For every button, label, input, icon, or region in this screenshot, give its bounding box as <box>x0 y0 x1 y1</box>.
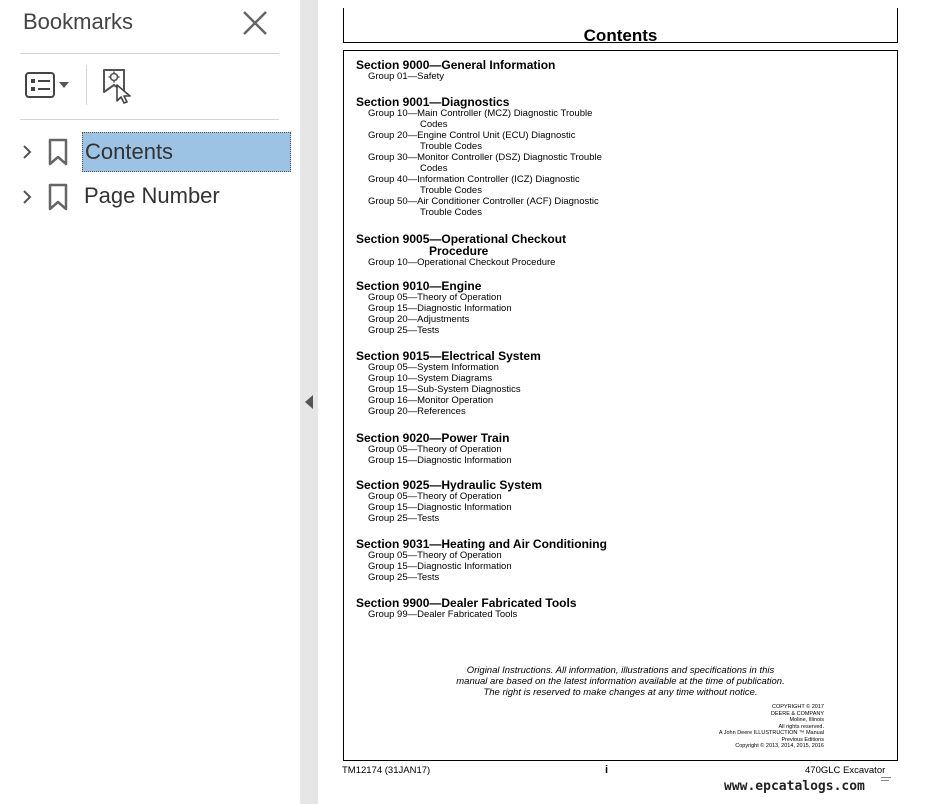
group-entry[interactable]: Group 40—Information Controller (ICZ) Diagnostic <box>368 174 580 185</box>
toolbar-separator <box>86 65 87 105</box>
group-entry[interactable]: Group 15—Diagnostic Information <box>368 502 512 513</box>
divider <box>20 53 279 54</box>
group-entry[interactable]: Group 25—Tests <box>368 325 440 336</box>
bookmark-label: Page Number <box>84 183 220 208</box>
page-title-box <box>343 8 898 43</box>
group-entry[interactable]: Group 05—Theory of Operation <box>368 292 502 303</box>
notice-line: The right is reserved to make changes at any time without notice. <box>483 687 758 698</box>
group-entry[interactable]: Group 10—System Diagrams <box>368 373 493 384</box>
footer-page-number: i <box>605 764 609 776</box>
group-entry[interactable]: Group 20—References <box>368 406 466 417</box>
group-entry[interactable]: Group 20—Adjustments <box>368 314 470 325</box>
chevron-right-icon[interactable] <box>18 188 36 206</box>
group-entry[interactable]: Group 15—Sub-System Diagnostics <box>368 384 521 395</box>
section-heading: Section 9015—Electrical System <box>356 349 541 363</box>
divider <box>20 119 279 120</box>
section-heading: Section 9900—Dealer Fabricated Tools <box>356 596 577 610</box>
group-entry-continued: Trouble Codes <box>420 141 482 152</box>
group-entry[interactable]: Group 01—Safety <box>368 71 445 82</box>
copyright-line: Moline, Illinois <box>789 717 824 723</box>
group-entry[interactable]: Group 05—Theory of Operation <box>368 444 502 455</box>
section-heading: Section 9005—Operational Checkout <box>356 232 567 246</box>
triangle-left-icon <box>304 394 314 410</box>
section-heading: Section 9025—Hydraulic System <box>356 478 543 492</box>
bookmark-icon <box>48 183 68 211</box>
close-icon <box>240 8 270 38</box>
group-entry-continued: Trouble Codes <box>420 207 482 218</box>
section-heading: Section 9031—Heating and Air Conditioning <box>356 537 607 551</box>
group-entry[interactable]: Group 05—Theory of Operation <box>368 491 502 502</box>
footer-code <box>880 775 894 787</box>
collapse-panel-button[interactable] <box>304 394 314 410</box>
section-heading: Section 9000—General Information <box>356 58 556 72</box>
group-entry[interactable]: Group 30—Monitor Controller (DSZ) Diagnostic Trouble <box>368 152 602 163</box>
group-entry[interactable]: Group 99—Dealer Fabricated Tools <box>368 609 518 620</box>
publication-notice <box>344 665 897 698</box>
watermark: www.epcatalogs.com <box>724 779 865 794</box>
new-bookmark-button[interactable] <box>100 68 136 104</box>
bookmark-item-contents[interactable] <box>0 132 300 172</box>
chevron-right-icon[interactable] <box>18 143 36 161</box>
copyright-line: COPYRIGHT © 2017 <box>772 704 824 710</box>
copyright-line: A John Deere ILLUSTRUCTION ™ Manual <box>718 730 824 736</box>
group-entry[interactable]: Group 50—Air Conditioner Controller (ACF) Diagnostic <box>368 196 599 207</box>
group-entry-continued: Trouble Codes <box>420 185 482 196</box>
close-panel-button[interactable] <box>240 8 270 38</box>
copyright-line: DEERE & COMPANY <box>770 710 824 717</box>
footer-doc-id: TM12174 (31JAN17) <box>342 765 431 776</box>
contents-box <box>343 50 898 761</box>
add-bookmark-icon <box>100 68 136 104</box>
group-entry[interactable]: Group 10—Operational Checkout Procedure <box>368 257 556 268</box>
group-entry[interactable]: Group 16—Monitor Operation <box>368 395 494 406</box>
group-entry[interactable]: Group 25—Tests <box>368 572 440 583</box>
notice-line: Original Instructions. All information, illustrations and specifications in this <box>466 665 775 676</box>
bookmark-label: Contents <box>82 132 291 172</box>
section-heading: Section 9010—Engine <box>356 279 482 293</box>
copyright-line: All rights reserved. <box>778 723 824 730</box>
group-entry[interactable]: Group 15—Diagnostic Information <box>368 561 512 572</box>
section-heading-continued: Procedure <box>429 244 489 258</box>
panel-title: Bookmarks <box>23 9 134 34</box>
group-entry-continued: Codes <box>420 119 448 130</box>
document-page <box>318 0 936 804</box>
group-entry-continued: Codes <box>420 163 448 174</box>
page-title: Contents <box>583 26 658 45</box>
notice-line: manual are based on the latest information available at the time of publication. <box>456 676 785 687</box>
bookmark-options-button[interactable] <box>24 70 72 102</box>
group-entry[interactable]: Group 05—System Information <box>368 362 499 373</box>
copyright-line: Previous Editions <box>781 736 824 743</box>
bookmark-item-page-number[interactable] <box>0 177 300 217</box>
group-entry[interactable]: Group 25—Tests <box>368 513 440 524</box>
group-entry[interactable]: Group 15—Diagnostic Information <box>368 303 512 314</box>
group-entry[interactable]: Group 15—Diagnostic Information <box>368 455 512 466</box>
document-viewer <box>318 0 936 804</box>
bookmark-icon <box>48 138 68 166</box>
copyright-block <box>624 704 824 750</box>
list-options-icon <box>24 70 72 102</box>
section-heading: Section 9020—Power Train <box>356 431 510 445</box>
footer-model: 470GLC Excavator <box>805 765 886 776</box>
copyright-line: Copyright © 2013, 2014, 2015, 2016 <box>735 743 824 749</box>
group-entry[interactable]: Group 05—Theory of Operation <box>368 550 502 561</box>
bookmarks-panel <box>0 0 300 804</box>
group-entry[interactable]: Group 20—Engine Control Unit (ECU) Diagnostic <box>368 130 576 141</box>
section-heading: Section 9001—Diagnostics <box>356 95 510 109</box>
group-entry[interactable]: Group 10—Main Controller (MCZ) Diagnostic Trouble <box>368 108 593 119</box>
